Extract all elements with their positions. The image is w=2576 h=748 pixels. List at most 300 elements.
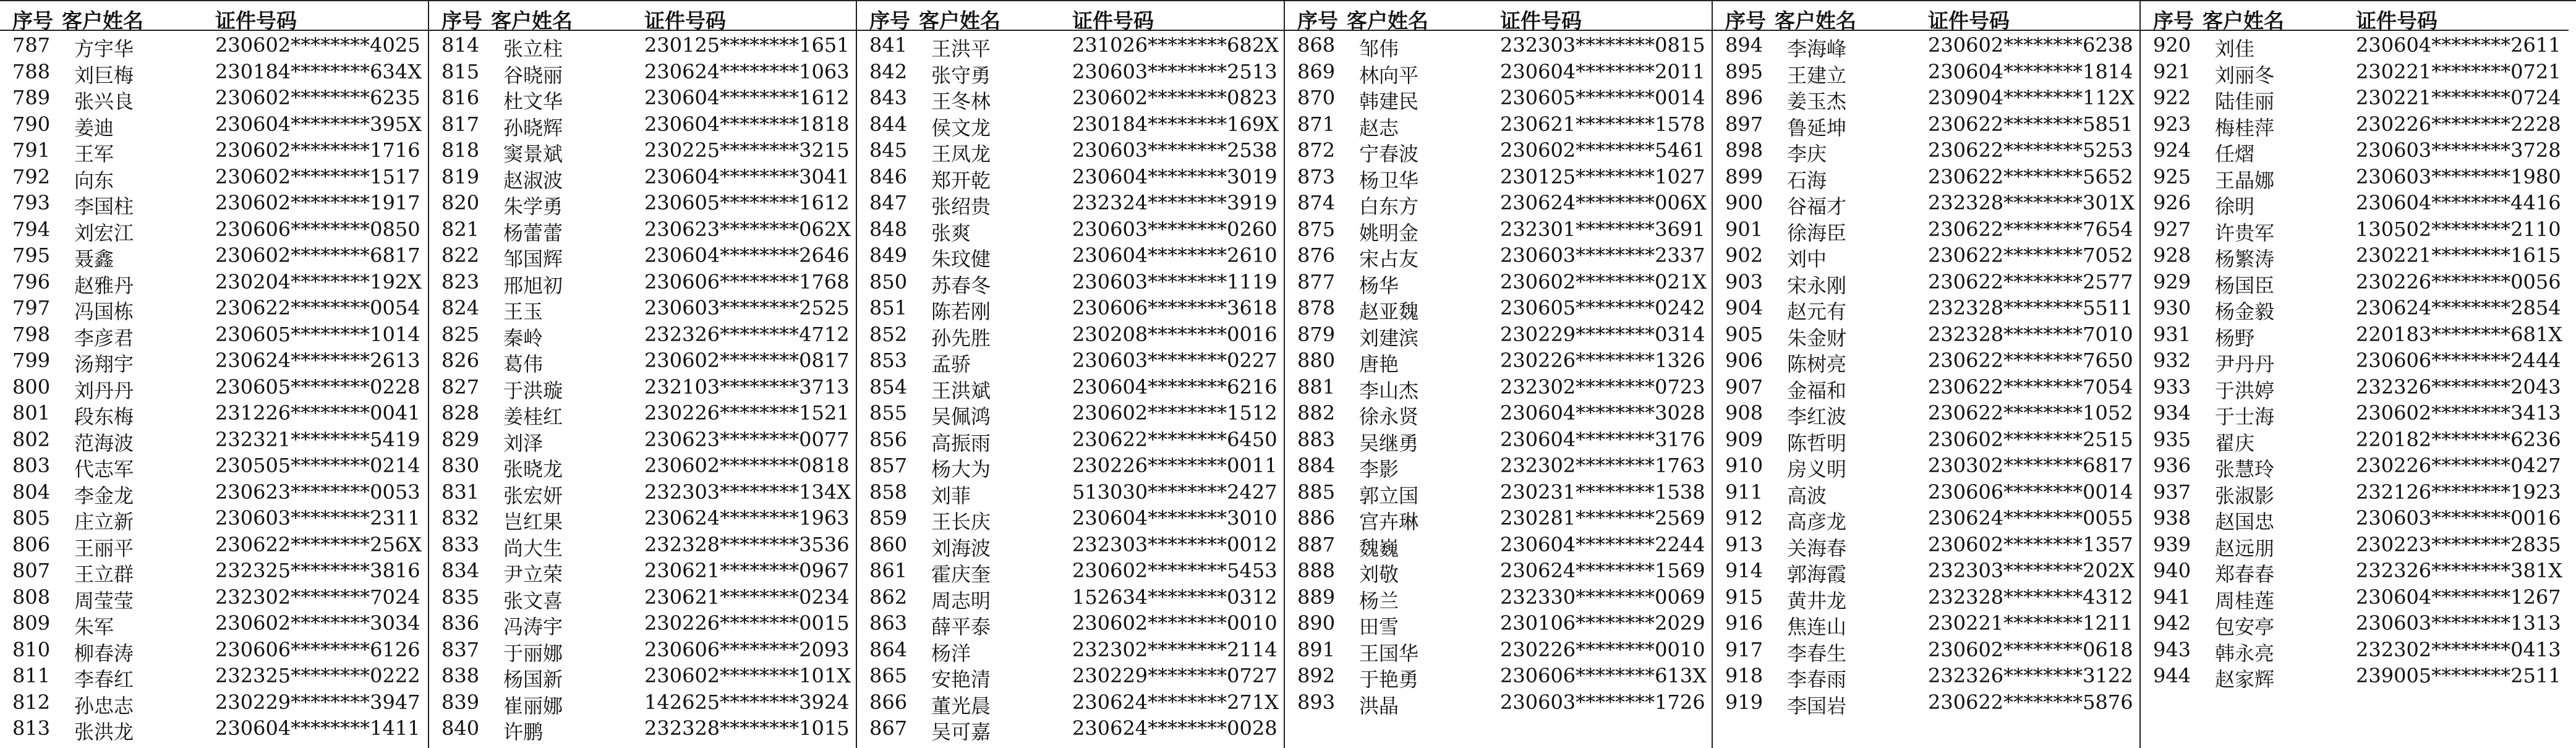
id-number: 142625********3924 [644,690,850,714]
row-seq: 901 [1725,217,1764,241]
id-number: 230106********2029 [1500,611,1705,635]
customer-name: 于丽娜 [503,641,563,665]
id-number: 230604********2646 [644,244,850,267]
table-row [857,59,1285,85]
id-number: 232325********3816 [215,559,420,582]
table-row [0,610,428,637]
customer-name: 刘海波 [931,536,991,560]
table-row [1713,216,2141,243]
row-seq: 939 [2153,532,2191,556]
customer-name: 梅桂萍 [2215,116,2275,140]
row-seq: 837 [441,637,480,661]
id-number: 230604********1814 [1928,59,2133,83]
table-row [429,400,857,427]
table-row [2141,59,2569,85]
row-seq: 792 [12,164,51,189]
customer-name: 朱玟健 [931,247,991,271]
customer-name: 郭海霞 [1787,563,1847,586]
row-seq: 850 [869,270,908,294]
customer-name: 杨华 [1359,273,1399,297]
table-row [1285,558,1713,584]
customer-name: 魏巍 [1359,536,1399,560]
row-seq: 830 [441,454,480,477]
row-seq: 849 [869,244,908,267]
row-seq: 921 [2153,59,2191,83]
id-number: 232326********3122 [1928,664,2133,687]
table-column-5 [1712,0,2141,748]
id-number: 230624********2854 [2356,296,2561,320]
table-row [857,374,1285,401]
table-row [429,137,857,164]
customer-name: 石海 [1787,168,1827,192]
row-seq: 834 [441,559,480,582]
table-row [429,85,857,111]
id-number: 232302********7024 [215,585,420,609]
id-number: 230225********3215 [644,138,850,162]
header-name: 客户姓名 [2203,9,2284,33]
row-seq: 908 [1725,401,1764,425]
row-list [1285,32,1713,718]
customer-name: 刘敬 [1359,563,1399,586]
table-row [2141,427,2569,453]
table-row [0,190,428,216]
customer-name: 段东梅 [74,405,134,428]
id-number: 230623********062X [644,217,851,241]
row-seq: 802 [12,427,51,451]
customer-name: 高振雨 [931,431,991,455]
id-number: 239005********2511 [2356,664,2561,687]
customer-name: 邹国辉 [503,247,563,271]
row-seq: 904 [1725,296,1764,320]
row-seq: 818 [441,138,480,162]
table-row [429,242,857,269]
table-row [1713,85,2141,111]
row-seq: 879 [1297,322,1336,346]
table-row [857,453,1285,479]
id-number: 231026********682X [1072,33,1279,57]
customer-name: 尚大生 [503,536,563,560]
customer-name: 聂鑫 [74,247,114,271]
customer-name: 尹丹丹 [2215,352,2275,376]
customer-name: 包安亭 [2215,615,2275,639]
id-number: 230604********4416 [2356,191,2561,215]
table-row [2141,295,2569,321]
table-row [857,164,1285,190]
table-row [1713,321,2141,348]
customer-name: 张兴良 [74,90,134,113]
table-row [857,427,1285,453]
row-seq: 791 [12,138,51,162]
table-column-3 [856,0,1285,748]
row-seq: 844 [869,112,908,136]
customer-name: 李春雨 [1787,668,1847,691]
table-row [1285,637,1713,663]
table-row [2141,453,2569,479]
customer-name: 韩永亮 [2215,641,2275,665]
table-row [2141,111,2569,138]
customer-name: 李春生 [1787,641,1847,665]
customer-name: 刘泽 [503,431,544,455]
table-row [2141,505,2569,532]
row-seq: 851 [869,296,908,320]
row-seq: 923 [2153,112,2191,136]
table-row [1713,663,2141,689]
row-seq: 937 [2153,480,2191,504]
customer-name: 刘宏江 [74,221,134,245]
table-row [2141,85,2569,111]
id-number: 230604********3041 [644,164,850,189]
table-row [0,637,428,663]
id-number: 230604********3019 [1072,164,1277,189]
id-number: 230604********6216 [1072,375,1277,399]
id-number: 230603********0260 [1072,217,1277,241]
header-id: 证件号码 [1500,9,1582,33]
id-number: 232126********1923 [2356,480,2561,504]
header-seq: 序号 [1297,9,1338,33]
customer-name: 范海波 [74,431,134,455]
row-seq: 925 [2153,164,2191,189]
row-seq: 943 [2153,637,2191,661]
table-row [857,479,1285,506]
table-row [429,558,857,584]
table-row [1285,400,1713,427]
row-seq: 914 [1725,559,1764,582]
header-name: 客户姓名 [919,9,1000,33]
id-number: 230606********0850 [215,217,420,241]
id-number: 230602********4025 [215,33,420,57]
table-row [429,321,857,348]
row-seq: 897 [1725,112,1764,136]
row-seq: 929 [2153,270,2191,294]
customer-name: 刘中 [1787,247,1827,271]
header-seq: 序号 [12,9,53,33]
customer-name: 刘建滨 [1359,326,1419,350]
customer-name: 王长庆 [931,510,991,533]
row-seq: 942 [2153,611,2191,635]
row-seq: 884 [1297,454,1336,477]
row-seq: 804 [12,480,51,504]
header-id: 证件号码 [1072,9,1154,33]
row-seq: 893 [1297,690,1336,714]
id-number: 220182********6236 [2356,427,2561,451]
row-seq: 906 [1725,349,1764,372]
table-row [1713,111,2141,138]
table-row [857,242,1285,269]
table-row [1285,663,1713,689]
customer-name: 向东 [74,168,114,192]
row-seq: 823 [441,270,480,294]
id-number: 230603********1313 [2356,611,2561,635]
customer-name: 韩建民 [1359,90,1419,113]
customer-name: 邢旭初 [503,273,563,297]
id-number: 230603********2337 [1500,244,1705,267]
customer-name: 王玉 [503,300,544,323]
id-number: 230281********2569 [1500,506,1705,530]
id-number: 230904********112X [1928,86,2135,109]
table-row [1285,32,1713,59]
table-row [1285,505,1713,532]
table-row [2141,32,2569,59]
table-row [857,85,1285,111]
table-row [857,532,1285,558]
customer-name: 郭立国 [1359,483,1419,508]
id-number: 230605********0228 [215,375,420,399]
row-seq: 941 [2153,585,2191,609]
id-number: 230602********0817 [644,349,850,372]
customer-name: 洪晶 [1359,694,1399,718]
row-seq: 910 [1725,454,1764,477]
id-number: 232326********381X [2356,559,2563,582]
row-seq: 934 [2153,401,2191,425]
row-seq: 866 [869,690,908,714]
customer-name: 李国岩 [1787,694,1847,718]
id-number: 232302********2114 [1072,637,1277,661]
customer-name: 杨蕾蕾 [503,221,563,245]
table-row [1713,295,2141,321]
row-seq: 869 [1297,59,1336,83]
customer-name: 宋永刚 [1787,273,1847,297]
row-seq: 827 [441,375,480,399]
row-seq: 875 [1297,217,1336,241]
customer-name: 朱军 [74,615,114,639]
table-row [2141,190,2569,216]
row-seq: 836 [441,611,480,635]
row-seq: 847 [869,191,908,215]
customer-name: 张守勇 [931,63,991,87]
table-row [0,715,428,742]
id-number: 230602********0618 [1928,637,2133,661]
table-row [1285,164,1713,190]
customer-name: 董光晨 [931,694,991,718]
table-row [1713,479,2141,506]
customer-name: 孙晓辉 [503,116,563,140]
id-number: 232303********0012 [1072,532,1277,556]
table-column-1 [0,0,428,748]
customer-name: 姜迪 [74,116,114,140]
id-number: 230624********1963 [644,506,850,530]
table-row [0,242,428,269]
table-row [2141,400,2569,427]
id-number: 230624********1569 [1500,559,1705,582]
table-row [429,637,857,663]
id-number: 230602********1357 [1928,532,2133,556]
customer-name: 杨繁涛 [2215,247,2275,271]
customer-name: 李彦君 [74,326,134,350]
customer-name: 翟庆 [2215,431,2255,455]
row-seq: 793 [12,191,51,215]
row-seq: 915 [1725,585,1764,609]
row-seq: 911 [1725,480,1764,504]
id-number: 230226********1326 [1500,349,1705,372]
row-seq: 805 [12,506,51,530]
row-seq: 877 [1297,270,1336,294]
row-seq: 809 [12,611,51,635]
id-number: 232328********4312 [1928,585,2133,609]
customer-name: 李春红 [74,668,134,691]
id-number: 230602********021X [1500,270,1707,294]
id-number: 232303********202X [1928,559,2135,582]
id-number: 230622********7054 [1928,375,2133,399]
header-name: 客户姓名 [491,9,573,33]
row-seq: 864 [869,637,908,661]
id-number: 230604********2611 [2356,33,2561,57]
id-number: 230604********1267 [2356,585,2561,609]
customer-name: 方宇华 [74,37,134,61]
row-seq: 938 [2153,506,2191,530]
customer-name: 任熠 [2215,142,2255,166]
id-number: 152634********0312 [1072,585,1277,609]
row-list [0,32,428,742]
table-row [857,663,1285,689]
id-number: 230606********0014 [1928,480,2133,504]
customer-name: 关海春 [1787,536,1847,560]
customer-name: 庄立新 [74,510,134,533]
customer-name: 鲁延坤 [1787,116,1847,140]
table-row [1713,374,2141,401]
row-seq: 803 [12,454,51,477]
table-row [1713,558,2141,584]
row-list [857,32,1285,742]
id-number: 230622********1052 [1928,401,2133,425]
customer-name: 吴继勇 [1359,431,1419,455]
id-number: 230603********3728 [2356,138,2561,162]
row-seq: 828 [441,401,480,425]
customer-name: 代志军 [74,457,134,481]
table-row [1285,453,1713,479]
customer-name: 张宏妍 [503,483,563,508]
customer-name: 陈树亮 [1787,352,1847,376]
customer-name: 安艳清 [931,668,991,691]
row-seq: 788 [12,59,51,83]
id-number: 230604********3028 [1500,401,1705,425]
customer-name: 唐艳 [1359,352,1399,376]
row-seq: 820 [441,191,480,215]
row-seq: 880 [1297,349,1336,372]
column-header [1285,4,1713,31]
customer-name: 徐海臣 [1787,221,1847,245]
customer-name: 高波 [1787,483,1827,508]
customer-name: 冯涛宇 [503,615,563,639]
customer-name: 宋占友 [1359,247,1419,271]
customer-name: 王洪平 [931,37,991,61]
id-number: 230226********0011 [1072,454,1277,477]
row-seq: 819 [441,164,480,189]
customer-name: 宫卉琳 [1359,510,1419,533]
row-seq: 918 [1725,664,1764,687]
row-list [429,32,857,742]
id-number: 230624********006X [1500,191,1707,215]
table-row [429,59,857,85]
row-seq: 891 [1297,637,1336,661]
header-id: 证件号码 [2356,9,2437,33]
customer-name: 朱金财 [1787,326,1847,350]
row-seq: 812 [12,690,51,714]
table-row [429,190,857,216]
id-number: 232326********2043 [2356,375,2561,399]
row-seq: 919 [1725,690,1764,714]
row-seq: 842 [869,59,908,83]
customer-name: 金福和 [1787,378,1847,402]
column-header [429,4,857,31]
row-seq: 841 [869,33,908,57]
table-column-4 [1284,0,1713,748]
id-number: 232324********3919 [1072,191,1277,215]
table-row [1285,584,1713,611]
customer-name: 王晶娜 [2215,168,2275,192]
customer-name: 陆佳丽 [2215,90,2275,113]
row-seq: 870 [1297,86,1336,109]
id-number: 230184********634X [215,59,422,83]
table-row [1285,532,1713,558]
customer-name: 郑开乾 [931,168,991,192]
table-row [2141,610,2569,637]
table-row [0,479,428,506]
customer-name: 郑春春 [2215,563,2275,586]
row-seq: 905 [1725,322,1764,346]
customer-name: 刘巨梅 [74,63,134,87]
table-row [857,137,1285,164]
row-seq: 930 [2153,296,2191,320]
table-row [2141,558,2569,584]
customer-name: 杜文华 [503,90,563,113]
table-row [0,689,428,716]
customer-name: 赵志 [1359,116,1399,140]
table-row [0,347,428,374]
table-row [0,32,428,59]
row-seq: 853 [869,349,908,372]
customer-name: 杨国新 [503,668,563,691]
id-number: 232328********1015 [644,716,850,740]
id-number: 230621********0967 [644,559,850,582]
id-number: 230606********3618 [1072,296,1277,320]
customer-name: 于洪婷 [2215,378,2275,402]
id-number: 232302********0413 [2356,637,2561,661]
id-number: 230602********1716 [215,138,420,162]
row-seq: 890 [1297,611,1336,635]
customer-name: 孙先胜 [931,326,991,350]
id-number: 230603********1119 [1072,270,1277,294]
id-number: 230604********2011 [1500,59,1705,83]
row-seq: 789 [12,86,51,109]
customer-name: 葛伟 [503,352,544,376]
row-seq: 935 [2153,427,2191,451]
row-seq: 932 [2153,349,2191,372]
table-row [857,558,1285,584]
table-row [1285,689,1713,716]
table-row [1285,216,1713,243]
id-number: 230604********3010 [1072,506,1277,530]
id-number: 230602********6817 [215,244,420,267]
row-seq: 909 [1725,427,1764,451]
row-seq: 862 [869,585,908,609]
column-header [857,4,1285,31]
table-row [1713,190,2141,216]
customer-name: 窦景斌 [503,142,563,166]
table-row [2141,479,2569,506]
table-row [2141,347,2569,374]
customer-name: 霍庆奎 [931,563,991,586]
row-seq: 839 [441,690,480,714]
customer-name: 赵元有 [1787,300,1847,323]
row-seq: 878 [1297,296,1336,320]
table-row [857,689,1285,716]
customer-name: 秦岭 [503,326,544,350]
customer-name: 房义明 [1787,457,1847,481]
id-number: 230221********1211 [1928,611,2133,635]
row-seq: 907 [1725,375,1764,399]
table-row [429,505,857,532]
row-seq: 794 [12,217,51,241]
